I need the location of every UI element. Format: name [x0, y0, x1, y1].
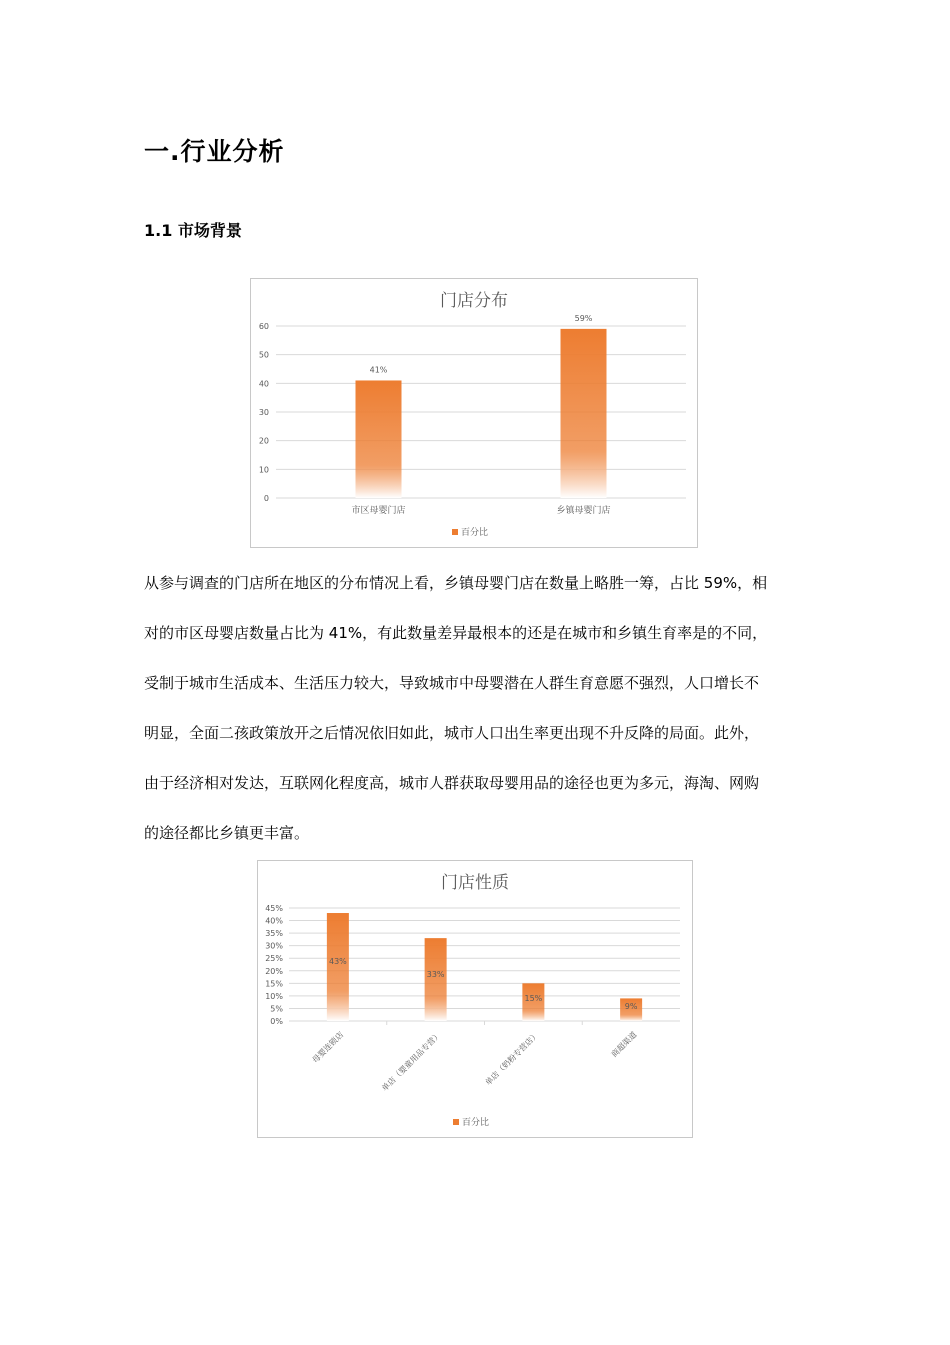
paragraph-line: 对的市区母婴店数量占比为 41%，有此数量差异最根本的还是在城市和乡镇生育率是的不同， — [144, 624, 768, 642]
paragraph-line: 从参与调查的门店所在地区的分布情况上看，乡镇母婴门店在数量上略胜一筹，占比 59%，相 — [144, 574, 768, 592]
paragraph-line: 由于经济相对发达，互联网化程度高，城市人群获取母婴用品的途径也更为多元，海淘、网购 — [144, 774, 760, 792]
chart-title: 门店性质 — [441, 873, 509, 893]
y-tick-label: 0 — [263, 494, 269, 503]
legend-label: 百分比 — [462, 1118, 490, 1128]
y-tick-label: 15% — [265, 979, 283, 989]
y-tick-label: 0% — [270, 1017, 283, 1026]
data-label: 15% — [524, 994, 543, 1004]
y-tick-label: 10% — [265, 991, 283, 1001]
store-type-chart — [257, 860, 693, 1138]
store-distribution-chart-svg — [251, 279, 697, 547]
bar — [425, 938, 447, 1021]
x-tick-label: 母婴连锁店 — [310, 1030, 346, 1065]
section-title: 一.行业分析 — [144, 137, 285, 166]
x-tick-label: 乡镇母婴门店 — [556, 506, 611, 516]
store-distribution-chart — [250, 278, 698, 548]
y-tick-label: 30 — [258, 408, 269, 417]
y-tick-label: 60 — [258, 322, 269, 331]
bar — [356, 380, 402, 498]
y-tick-label: 40% — [265, 916, 283, 926]
data-label: 59% — [574, 313, 593, 323]
paragraph-line: 受制于城市生活成本、生活压力较大，导致城市中母婴潜在人群生育意愿不强烈，人口增长不 — [144, 674, 760, 692]
legend-label: 百分比 — [461, 528, 489, 538]
paragraph-line: 明显，全面二孩政策放开之后情况依旧如此，城市人口出生率更出现不升反降的局面。此外， — [144, 724, 760, 742]
y-tick-label: 30% — [265, 941, 283, 951]
data-label: 41% — [369, 365, 388, 375]
data-label: 43% — [328, 956, 347, 966]
x-tick-label: 单店（奶粉专营店） — [483, 1030, 541, 1088]
bar — [327, 913, 349, 1021]
y-tick-label: 10 — [258, 465, 269, 475]
legend-swatch — [452, 529, 458, 535]
y-tick-label: 20 — [258, 436, 269, 446]
y-tick-label: 5% — [270, 1004, 283, 1014]
x-tick-label: 单店（婴童用品专营） — [380, 1030, 444, 1093]
y-tick-label: 20% — [265, 966, 283, 976]
section-subtitle: 1.1 市场背景 — [144, 221, 242, 240]
paragraph-line: 的途径都比乡镇更丰富。 — [144, 824, 310, 842]
y-tick-label: 50 — [258, 350, 269, 360]
data-label: 33% — [426, 970, 445, 980]
y-tick-label: 35% — [265, 929, 283, 939]
store-type-chart-svg — [258, 861, 692, 1137]
data-label: 9% — [624, 1002, 638, 1012]
body-paragraph — [144, 558, 814, 858]
y-tick-label: 25% — [265, 954, 283, 964]
bar — [561, 329, 607, 498]
legend-swatch — [453, 1119, 459, 1125]
chart-title: 门店分布 — [440, 291, 508, 311]
y-tick-label: 40 — [258, 379, 269, 389]
x-tick-label: 商超渠道 — [609, 1030, 639, 1060]
x-tick-label: 市区母婴门店 — [351, 506, 406, 516]
y-tick-label: 45% — [265, 904, 283, 913]
